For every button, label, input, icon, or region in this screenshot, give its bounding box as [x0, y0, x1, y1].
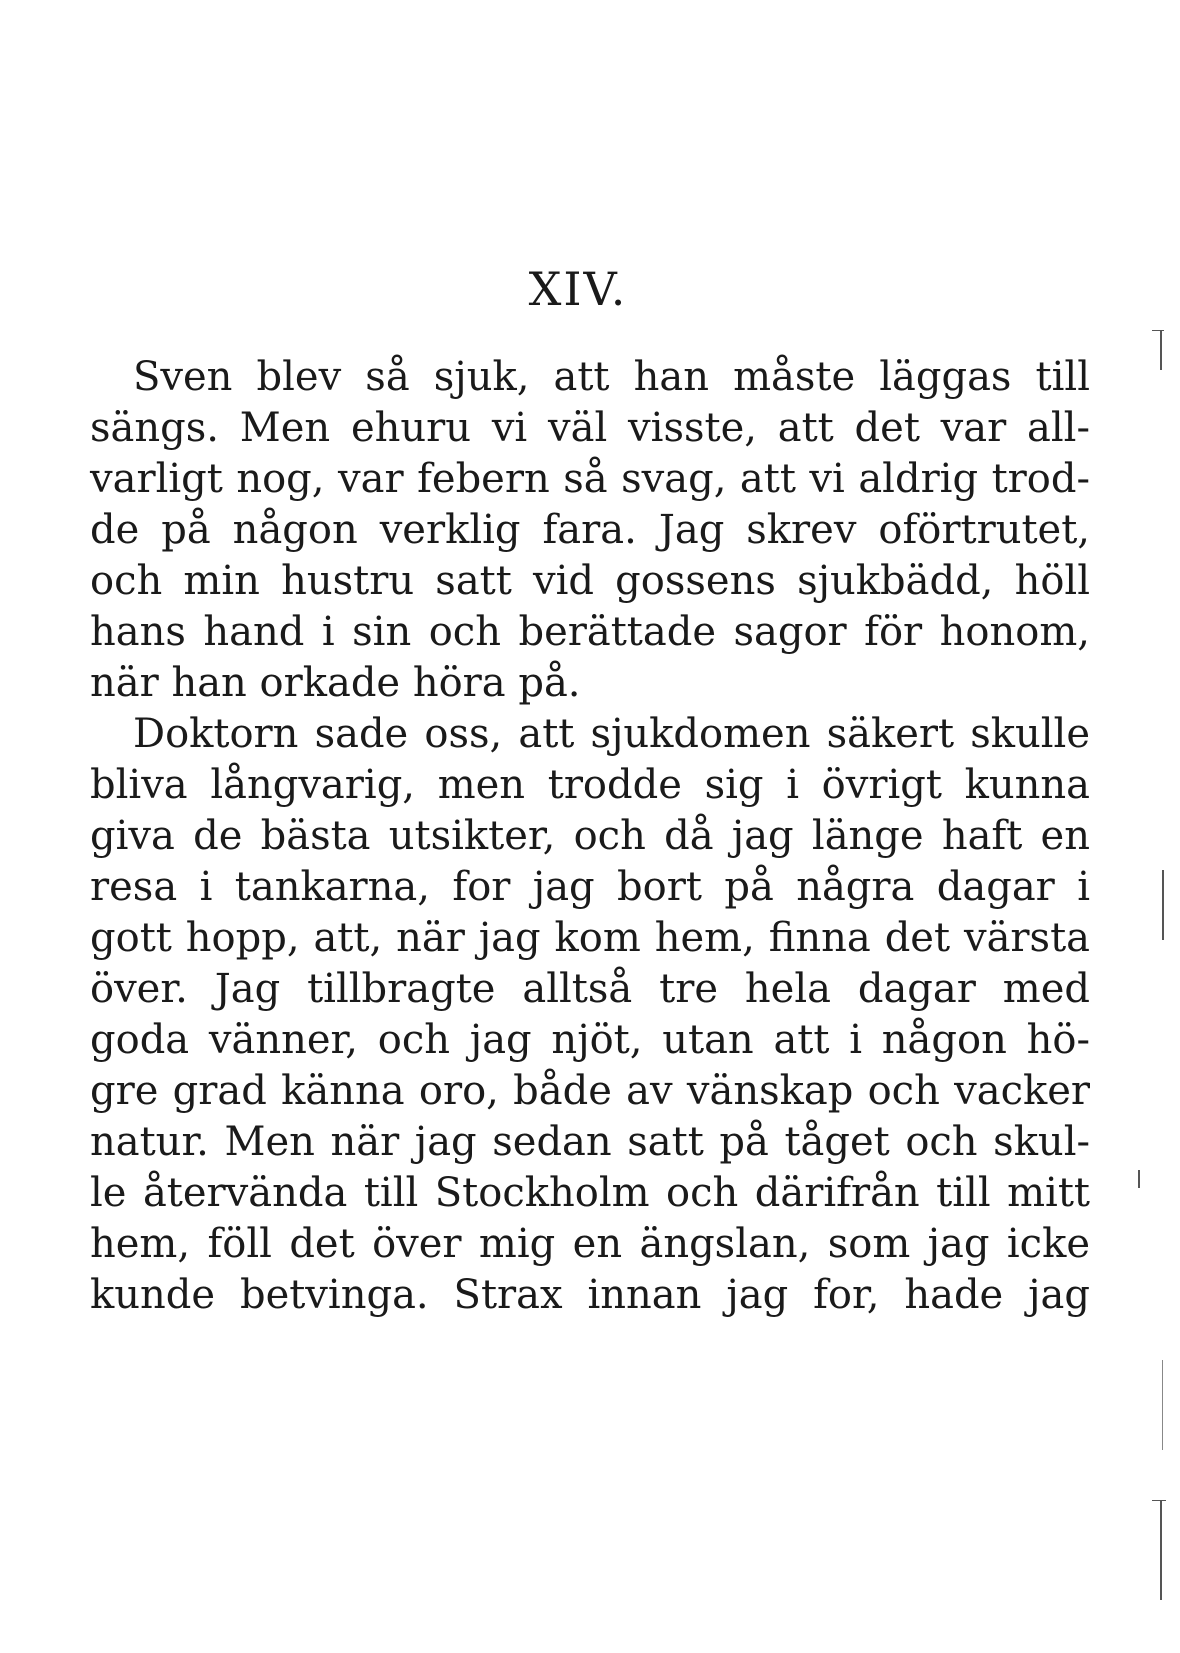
- text-line: över. Jag tillbragte alltså tre hela dagar med: [90, 966, 1090, 1012]
- text-line: gott hopp, att, när jag kom hem, finna det värsta: [90, 915, 1090, 961]
- text-line: de på någon verklig fara. Jag skrev oförtrutet,: [90, 507, 1090, 553]
- text-line: le återvända till Stockholm och därifrån till mitt: [90, 1170, 1090, 1216]
- text-line: natur. Men när jag sedan satt på tåget och skul-: [90, 1119, 1090, 1165]
- text-line: bliva långvarig, men trodde sig i övrigt kunna: [90, 762, 1090, 808]
- text-line: sängs. Men ehuru vi väl visste, att det var all-: [90, 405, 1090, 451]
- text-line: hans hand i sin och berättade sagor för honom,: [90, 609, 1090, 655]
- scan-artifact: [1162, 870, 1164, 940]
- scan-margin-artifacts: [1090, 0, 1180, 1653]
- text-line: gre grad känna oro, både av vänskap och vacker: [90, 1068, 1090, 1114]
- text-line: goda vänner, och jag njöt, utan att i någon hö-: [90, 1017, 1090, 1063]
- scan-artifact: [1138, 1170, 1140, 1188]
- text-line: och min hustru satt vid gossens sjukbädd, höll: [90, 558, 1090, 604]
- text-line: Sven blev så sjuk, att han måste läggas till: [133, 354, 1090, 400]
- text-line: varligt nog, var febern så svag, att vi aldrig trod-: [90, 456, 1090, 502]
- scan-artifact: [1152, 330, 1164, 331]
- text-line: hem, föll det över mig en ängslan, som jag icke: [90, 1221, 1090, 1267]
- body-text: [90, 352, 1090, 1321]
- chapter-heading: XIV.: [528, 262, 628, 316]
- text-line: när han orkade höra på.: [90, 660, 581, 706]
- scan-artifact: [1160, 1500, 1162, 1600]
- scan-artifact: [1160, 330, 1162, 370]
- text-line: kunde betvinga. Strax innan jag for, hade jag: [90, 1272, 1090, 1318]
- scan-artifact: [1152, 1500, 1166, 1501]
- text-line: giva de bästa utsikter, och då jag länge haft en: [90, 813, 1090, 859]
- text-line: resa i tankarna, for jag bort på några dagar i: [90, 864, 1090, 910]
- text-line: Doktorn sade oss, att sjukdomen säkert skulle: [133, 711, 1090, 757]
- scan-artifact: [1162, 1360, 1163, 1450]
